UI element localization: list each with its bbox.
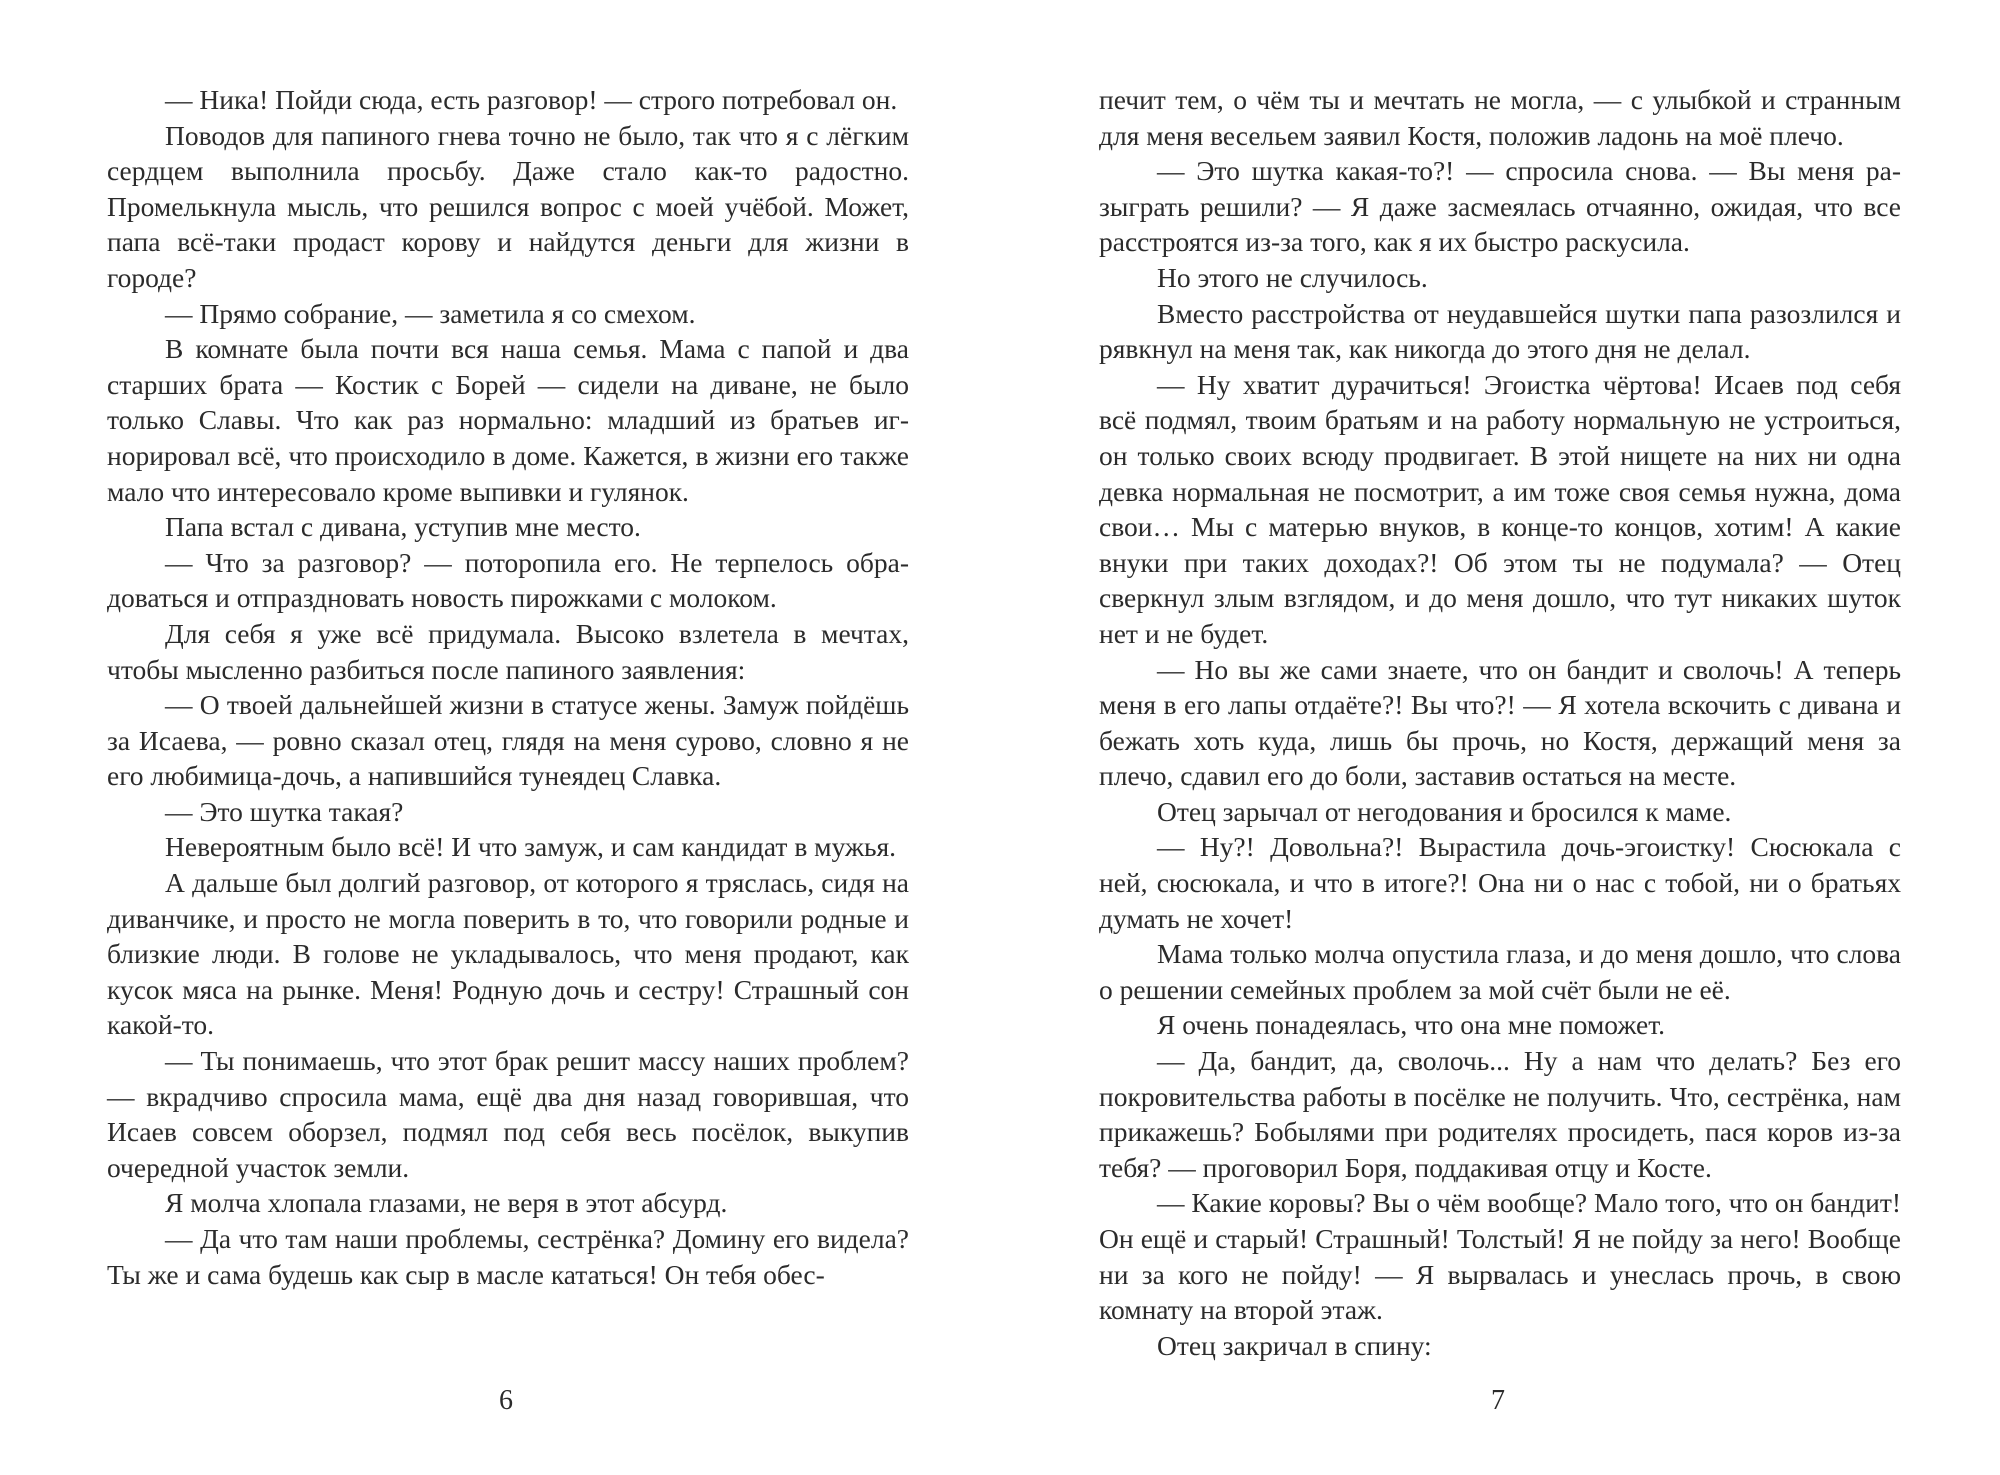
paragraph: — Это шутка какая-то?! — спросила снова. — Вы меня разыграть решили? — Я даже засмеялась отчаянно, ожидая, что все расстроятся из-за того, как я их быстро раскусила. <box>1099 155 1901 258</box>
paragraph: — Прямо собрание, — заметила я со смехом. <box>165 297 696 329</box>
paragraph: Для себя я уже всё придумала. Высоко взлетела в мечтах, чтобы мысленно разбиться после папиного заявления: <box>107 617 909 685</box>
paragraph-continued: печит тем, о чём ты и мечтать не могла, — с улыбкой и странным для меня весельем заявил Костя, положив ладонь на моё плечо. <box>1099 84 1901 151</box>
paragraph: Поводов для папиного гнева точно не было, так что я с лёгким сердцем выполнила просьбу. Даже стало как-то радостно. Промелькнула мысль, что решился вопрос с моей учёбой. Может, папа всё-таки продаст корову и найдутся деньги для жизни в городе? <box>107 119 909 293</box>
paragraph: Мама только молча опустила глаза, и до меня дошло, что слова о решении семейных проблем за мой счёт были не её. <box>1099 938 1901 1005</box>
paragraph: В комнате была почти вся наша семья. Мама с папой и два старших брата — Костик с Борей — сидели на диване, не было только Славы. Что как раз нормально: младший из братьев игнорировал всё, что происходило в доме. Кажется, в жизни его также мало что интересовало кроме выпивки и гулянок. <box>107 333 909 507</box>
paragraph: А дальше был долгий разговор, от которого я тряслась, сидя на диванчике, и просто не могла поверить в то, что говорили родные и близкие люди. В голове не укладывалось, что меня продают, как кусок мяса на рынке. Меня! Родную дочь и сестру! Страшный сон какой-то. <box>107 867 909 1041</box>
paragraph: Я очень понадеялась, что она мне поможет. <box>1157 1009 1666 1041</box>
paragraph: — О твоей дальнейшей жизни в статусе жены. Замуж пойдёшь за Исаева, — ровно сказал отец, глядя на меня сурово, словно я не его любимица-дочь, а напившийся тунеядец Славка. <box>107 689 909 792</box>
paragraph: Невероятным было всё! И что замуж, и сам кандидат в мужья. <box>165 831 897 863</box>
paragraph: — Ника! Пойди сюда, есть разговор! — строго потребовал он. <box>165 84 898 115</box>
paragraph: — Это шутка такая? <box>165 795 404 827</box>
paragraph: — Ты понимаешь, что этот брак решит массу наших проблем? — вкрадчиво спросила мама, ещё два дня назад говорившая, что Исаев совсем оборзел, подмял под себя весь посёлок, выкупив очередной участок земли. <box>107 1045 909 1183</box>
paragraph: — Да что там наши проблемы, сестрёнка? Домину его видела? Ты же и сама будешь как сыр в масле кататься! Он тебя обес- <box>107 1223 909 1290</box>
paragraph: — Да, бандит, да, сволочь... Ну а нам что делать? Без его покровительства работы в посёлке не получить. Что, сестрёнка, нам прикажешь? Бобылями при родителях просидеть, пася коров из-за тебя? — проговорил Боря, поддакивая отцу и Косте. <box>1099 1045 1901 1183</box>
paragraph: — Но вы же сами знаете, что он бандит и сволочь! А теперь меня в его лапы отдаёте?! Вы что?! — Я хотела вскочить с дивана и бежать хоть куда, лишь бы прочь, но Костя, держащий меня за плечо, сдавил его до боли, заставив остаться на месте. <box>1099 653 1901 792</box>
right-page <box>1000 0 2000 1475</box>
paragraph: Отец закричал в спину: <box>1157 1329 1432 1361</box>
paragraph: Вместо расстройства от неудавшейся шутки папа разозлился и рявкнул на меня так, как никогда до этого дня не делал. <box>1099 297 1901 365</box>
left-page-text <box>107 82 909 1292</box>
paragraph: — Что за разговор? — поторопила его. Не терпелось обрадоваться и отпраздновать новость пирожками с молоком. <box>107 546 909 614</box>
page-number: 7 <box>1491 1385 1505 1416</box>
paragraph: Отец зарычал от негодования и бросился к маме. <box>1157 795 1732 827</box>
paragraph: Но этого не случилось. <box>1157 261 1428 293</box>
paragraph: — Какие коровы? Вы о чём вообще? Мало того, что он бандит! Он ещё и старый! Страшный! Толстый! Я не пойду за него! Вообще ни за кого не пойду! — Я вырвалась и унеслась прочь, в свою комнату на второй этаж. <box>1099 1187 1901 1326</box>
paragraph: — Ну?! Довольна?! Вырастила дочь-эгоистку! Сюсюкала с ней, сюсюкала, и что в итоге?! Она ни о нас с тобой, ни о братьях думать не хочет! <box>1099 831 1901 934</box>
paragraph: — Ну хватит дурачиться! Эгоистка чёртова! Исаев под себя всё подмял, твоим братьям и на работу нормальную не устроиться, он только своих всюду продвигает. В этой нищете на них ни одна девка нормальная не посмотрит, а им тоже своя семья нужна, дома свои… Мы с матерью внуков, в конце-то концов, хотим! А какие внуки при таких доходах?! Об этом ты не подумала? — Отец сверкнул злым взглядом, и до меня дошло, что тут никаких шуток нет и не будет. <box>1099 368 1901 649</box>
right-page-text <box>1099 82 1901 1363</box>
page-number: 6 <box>499 1385 513 1416</box>
paragraph: Я молча хлопала глазами, не веря в этот абсурд. <box>165 1187 728 1219</box>
paragraph: Папа встал с дивана, уступив мне место. <box>165 511 641 543</box>
